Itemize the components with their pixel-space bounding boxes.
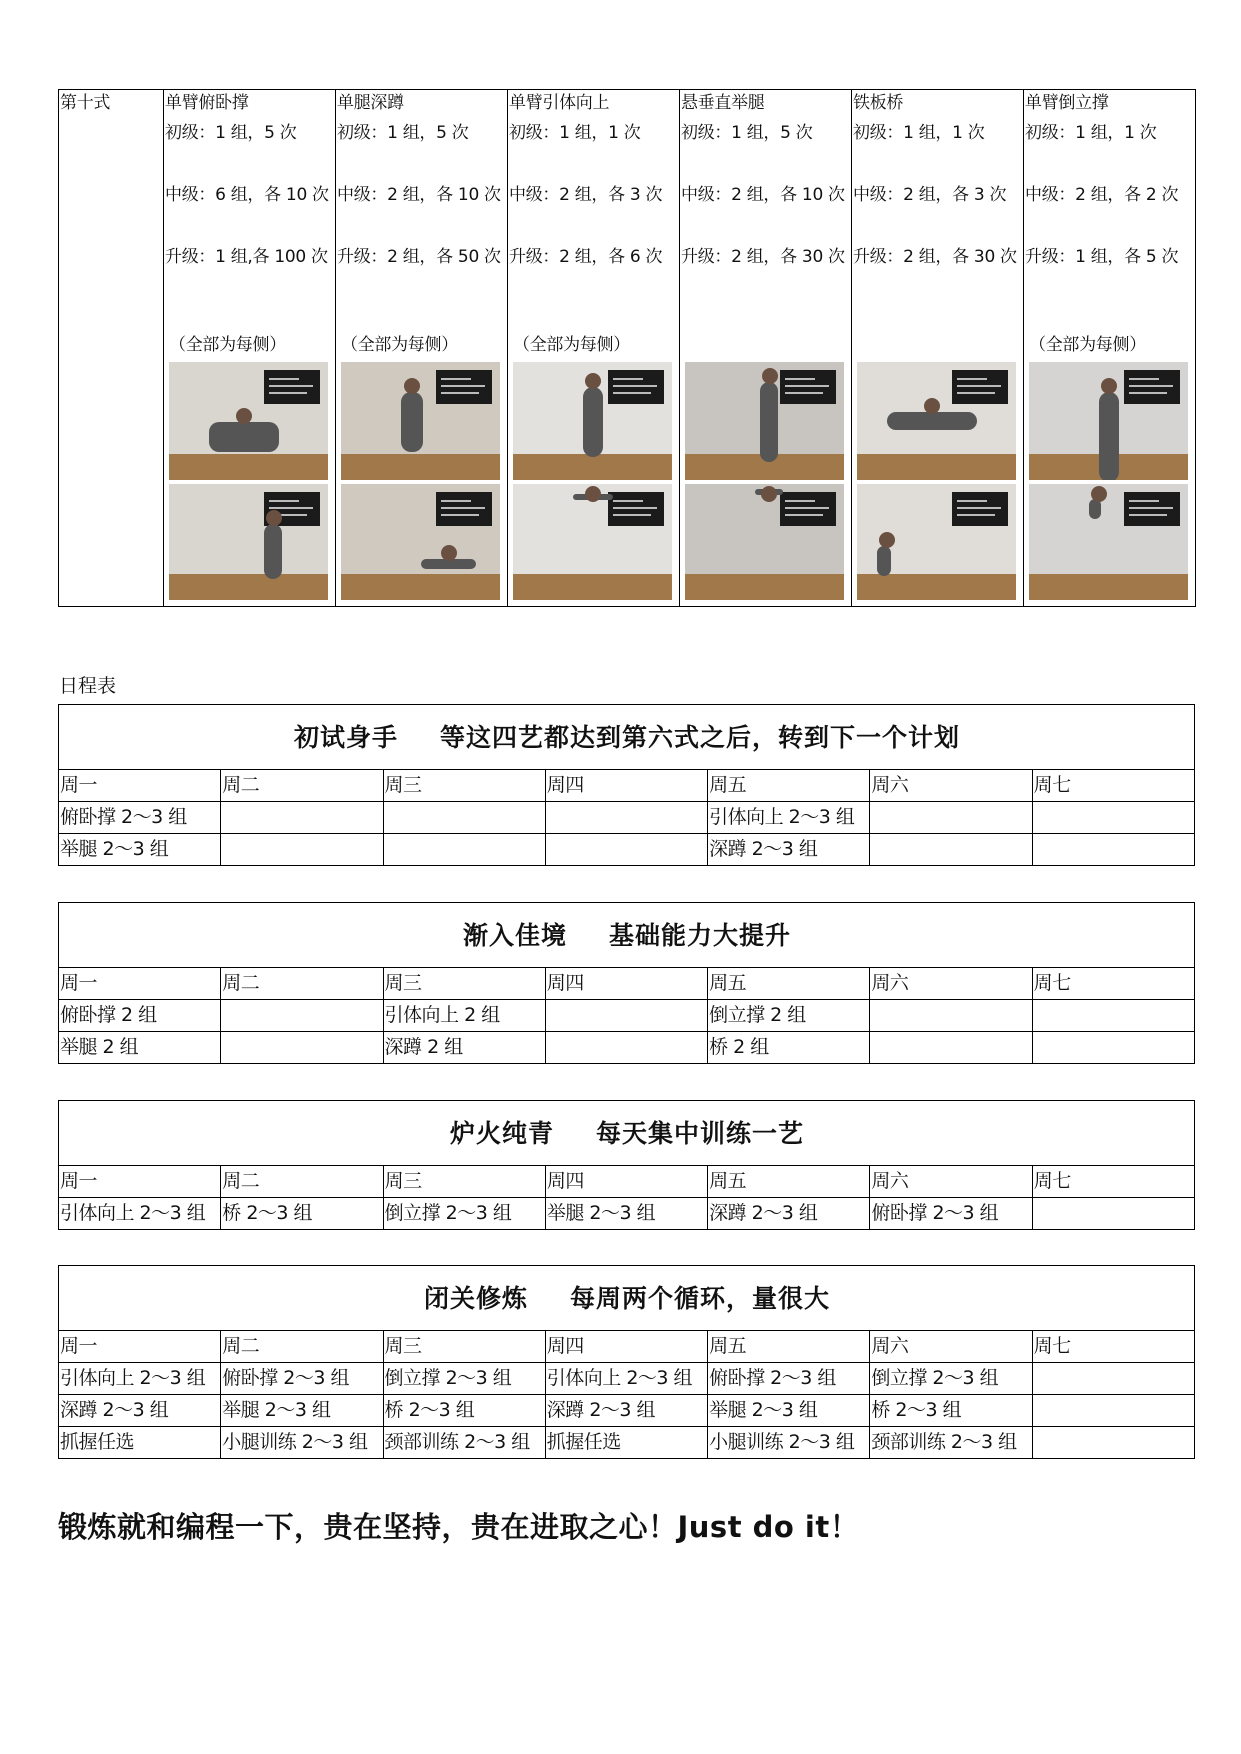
plan-title (59, 1101, 1195, 1166)
exercise-photo (341, 484, 500, 600)
day-header: 周四 (545, 968, 707, 1000)
schedule-cell: 桥 2 组 (708, 1032, 870, 1064)
schedule-cell: 深蹲 2～3 组 (545, 1395, 707, 1427)
athlete-figure (1099, 392, 1119, 480)
per-side-note (853, 334, 1023, 356)
schedule-cell (545, 1032, 707, 1064)
exercise-row-label (59, 90, 164, 607)
day-header: 周六 (870, 1166, 1032, 1198)
per-side-note (681, 334, 851, 356)
plan-table-1 (58, 704, 1195, 866)
day-header: 周六 (870, 770, 1032, 802)
schedule-cell (1032, 1198, 1194, 1230)
schedule-cell: 倒立撑 2～3 组 (383, 1198, 545, 1230)
per-side-note: （全部为每侧） (513, 335, 630, 355)
schedule-cell: 举腿 2～3 组 (59, 834, 221, 866)
day-header: 周二 (221, 1166, 383, 1198)
beginner-level: 初级：1 组，1 次 (509, 123, 641, 143)
schedule-cell (221, 1000, 383, 1032)
exercise-photo (513, 362, 672, 480)
exercise-photo (685, 362, 844, 480)
per-side-note: （全部为每侧） (169, 335, 286, 355)
intermediate-level: 中级：2 组，各 3 次 (509, 185, 663, 205)
caption-box (780, 492, 836, 526)
exercise-photo (513, 484, 672, 600)
caption-box (264, 370, 320, 404)
beginner-level: 初级：1 组，5 次 (337, 123, 469, 143)
athlete-figure (264, 524, 282, 579)
table-row (59, 802, 1195, 834)
exercise-photos (857, 362, 1016, 600)
day-header: 周二 (221, 770, 383, 802)
schedule-cell (221, 1032, 383, 1064)
schedule-cell (221, 834, 383, 866)
beginner-level: 初级：1 组，5 次 (165, 123, 297, 143)
advanced-level: 升级：2 组，各 30 次 (681, 247, 845, 267)
advanced-level: 升级：2 组，各 30 次 (853, 247, 1017, 267)
plan-table-2 (58, 902, 1195, 1064)
schedule-cell: 举腿 2～3 组 (708, 1395, 870, 1427)
beginner-level: 初级：1 组，1 次 (1025, 123, 1157, 143)
schedule-cell: 抓握任选 (545, 1427, 707, 1459)
schedule-cell (545, 1000, 707, 1032)
athlete-figure (401, 392, 423, 452)
exercise-photo (685, 484, 844, 600)
schedule-cell: 举腿 2～3 组 (221, 1395, 383, 1427)
day-header: 周七 (1032, 1166, 1194, 1198)
caption-box (436, 492, 492, 526)
table-row (59, 1198, 1195, 1230)
schedule-cell: 深蹲 2 组 (383, 1032, 545, 1064)
plan-name: 初试身手 (293, 722, 398, 752)
exercise-photo (169, 362, 328, 480)
schedule-cell (221, 802, 383, 834)
intermediate-level: 中级：2 组，各 10 次 (681, 185, 845, 205)
schedule-cell: 俯卧撑 2～3 组 (870, 1198, 1032, 1230)
plan-name: 炉火纯青 (449, 1118, 554, 1148)
exercise-photos (1029, 362, 1188, 600)
day-header: 周五 (708, 968, 870, 1000)
intermediate-level: 中级：6 组，各 10 次 (165, 185, 329, 205)
day-header: 周三 (383, 968, 545, 1000)
day-header: 周四 (545, 1166, 707, 1198)
advanced-level: 升级：2 组，各 6 次 (509, 247, 663, 267)
day-header-row (59, 968, 1195, 1000)
schedule-cell: 颈部训练 2～3 组 (870, 1427, 1032, 1459)
schedule-cell: 引体向上 2～3 组 (59, 1198, 221, 1230)
schedule-cell: 深蹲 2～3 组 (708, 834, 870, 866)
day-header: 周一 (59, 1331, 221, 1363)
exercise-photos (685, 362, 844, 600)
schedule-cell (870, 834, 1032, 866)
caption-box (608, 370, 664, 404)
caption-box (1124, 492, 1180, 526)
athlete-figure (877, 546, 891, 576)
schedule-cell: 小腿训练 2～3 组 (708, 1427, 870, 1459)
table-row (59, 1363, 1195, 1395)
intermediate-level: 中级：2 组，各 10 次 (337, 185, 501, 205)
plan-name: 渐入佳境 (462, 920, 567, 950)
day-header-row (59, 1166, 1195, 1198)
exercise-photos (341, 362, 500, 600)
schedule-cell: 倒立撑 2～3 组 (870, 1363, 1032, 1395)
day-header: 周一 (59, 1166, 221, 1198)
schedule-cell: 颈部训练 2～3 组 (383, 1427, 545, 1459)
schedule-cell: 倒立撑 2～3 组 (383, 1363, 545, 1395)
table-row (59, 1427, 1195, 1459)
exercise-col-4 (680, 90, 852, 607)
exercise-photos (513, 362, 672, 600)
exercise-table (58, 89, 1196, 607)
closing-motto: 锻炼就和编程一下，贵在坚持，贵在进取之心！Just do it！ (58, 1510, 860, 1544)
day-header: 周五 (708, 770, 870, 802)
schedule-cell (1032, 1032, 1194, 1064)
exercise-name: 铁板桥 (853, 93, 904, 113)
per-side-note: （全部为每侧） (341, 335, 458, 355)
exercise-col-1 (164, 90, 336, 607)
exercise-photo (169, 484, 328, 600)
day-header: 周一 (59, 770, 221, 802)
day-header: 周三 (383, 1166, 545, 1198)
per-side-note: （全部为每侧） (1029, 335, 1146, 355)
day-header: 周三 (383, 770, 545, 802)
day-header: 周二 (221, 968, 383, 1000)
exercise-name: 悬垂直举腿 (681, 93, 765, 113)
schedule-cell (870, 802, 1032, 834)
schedule-cell: 桥 2～3 组 (870, 1395, 1032, 1427)
exercise-photo (1029, 484, 1188, 600)
caption-box (952, 492, 1008, 526)
schedule-cell: 俯卧撑 2～3 组 (221, 1363, 383, 1395)
exercise-photo (857, 484, 1016, 600)
schedule-cell (1032, 834, 1194, 866)
schedule-cell (1032, 1395, 1194, 1427)
athlete-figure (583, 387, 603, 457)
athlete-figure (1089, 499, 1101, 519)
exercise-photo (341, 362, 500, 480)
caption-box (436, 370, 492, 404)
schedule-cell (1032, 1427, 1194, 1459)
schedule-cell (870, 1000, 1032, 1032)
row-label-text: 第十式 (60, 93, 111, 113)
schedule-cell: 深蹲 2～3 组 (708, 1198, 870, 1230)
schedule-cell: 引体向上 2～3 组 (545, 1363, 707, 1395)
schedule-cell: 桥 2～3 组 (383, 1395, 545, 1427)
beginner-level: 初级：1 组，5 次 (681, 123, 813, 143)
schedule-cell: 引体向上 2 组 (383, 1000, 545, 1032)
schedule-cell (545, 802, 707, 834)
caption-box (952, 370, 1008, 404)
table-row (59, 1000, 1195, 1032)
intermediate-level: 中级：2 组，各 3 次 (853, 185, 1007, 205)
plan-table-4 (58, 1265, 1195, 1459)
schedule-cell (1032, 1363, 1194, 1395)
day-header: 周七 (1032, 968, 1194, 1000)
plan-name: 闭关修炼 (423, 1283, 528, 1313)
exercise-name: 单臂引体向上 (509, 93, 610, 113)
day-header: 周四 (545, 1331, 707, 1363)
exercise-col-6 (1024, 90, 1196, 607)
day-header: 周五 (708, 1331, 870, 1363)
day-header-row (59, 1331, 1195, 1363)
exercise-photos (169, 362, 328, 600)
table-row (59, 834, 1195, 866)
schedule-cell: 引体向上 2～3 组 (708, 802, 870, 834)
schedule-cell (1032, 1000, 1194, 1032)
exercise-name: 单腿深蹲 (337, 93, 404, 113)
plan-title (59, 903, 1195, 968)
advanced-level: 升级：1 组，各 5 次 (1025, 247, 1179, 267)
schedule-cell: 俯卧撑 2 组 (59, 1000, 221, 1032)
exercise-photo (1029, 362, 1188, 480)
table-row (59, 1395, 1195, 1427)
schedule-cell (870, 1032, 1032, 1064)
plan-description: 等这四艺都达到第六式之后，转到下一个计划 (440, 722, 961, 752)
day-header-row (59, 770, 1195, 802)
caption-box (1124, 370, 1180, 404)
day-header: 周一 (59, 968, 221, 1000)
schedule-cell: 桥 2～3 组 (221, 1198, 383, 1230)
schedule-cell: 抓握任选 (59, 1427, 221, 1459)
day-header: 周三 (383, 1331, 545, 1363)
day-header: 周六 (870, 968, 1032, 1000)
plan-title (59, 705, 1195, 770)
plan-table-3 (58, 1100, 1195, 1230)
schedule-cell: 举腿 2～3 组 (545, 1198, 707, 1230)
athlete-figure (887, 412, 977, 430)
exercise-photo (857, 362, 1016, 480)
schedule-cell (1032, 802, 1194, 834)
plan-description: 基础能力大提升 (609, 920, 792, 950)
plan-description: 每周两个循环，量很大 (570, 1283, 831, 1313)
advanced-level: 升级：1 组,各 100 次 (165, 247, 328, 267)
schedule-cell: 引体向上 2～3 组 (59, 1363, 221, 1395)
exercise-name: 单臂倒立撑 (1025, 93, 1109, 113)
schedule-cell (545, 834, 707, 866)
table-row (59, 1032, 1195, 1064)
day-header: 周五 (708, 1166, 870, 1198)
schedule-label: 日程表 (59, 675, 117, 697)
caption-box (780, 370, 836, 404)
athlete-figure (209, 422, 279, 452)
schedule-cell (383, 834, 545, 866)
advanced-level: 升级：2 组，各 50 次 (337, 247, 501, 267)
exercise-col-2 (336, 90, 508, 607)
schedule-cell: 倒立撑 2 组 (708, 1000, 870, 1032)
schedule-cell: 俯卧撑 2～3 组 (59, 802, 221, 834)
day-header: 周七 (1032, 770, 1194, 802)
exercise-col-5 (852, 90, 1024, 607)
day-header: 周二 (221, 1331, 383, 1363)
exercise-name: 单臂俯卧撑 (165, 93, 249, 113)
day-header: 周七 (1032, 1331, 1194, 1363)
day-header: 周六 (870, 1331, 1032, 1363)
schedule-cell: 深蹲 2～3 组 (59, 1395, 221, 1427)
schedule-cell: 小腿训练 2～3 组 (221, 1427, 383, 1459)
exercise-col-3 (508, 90, 680, 607)
plan-description: 每天集中训练一艺 (596, 1118, 805, 1148)
day-header: 周四 (545, 770, 707, 802)
schedule-cell: 举腿 2 组 (59, 1032, 221, 1064)
intermediate-level: 中级：2 组，各 2 次 (1025, 185, 1179, 205)
caption-box (608, 492, 664, 526)
schedule-cell: 俯卧撑 2～3 组 (708, 1363, 870, 1395)
beginner-level: 初级：1 组，1 次 (853, 123, 985, 143)
athlete-figure (760, 382, 778, 462)
schedule-cell (383, 802, 545, 834)
plan-title (59, 1266, 1195, 1331)
